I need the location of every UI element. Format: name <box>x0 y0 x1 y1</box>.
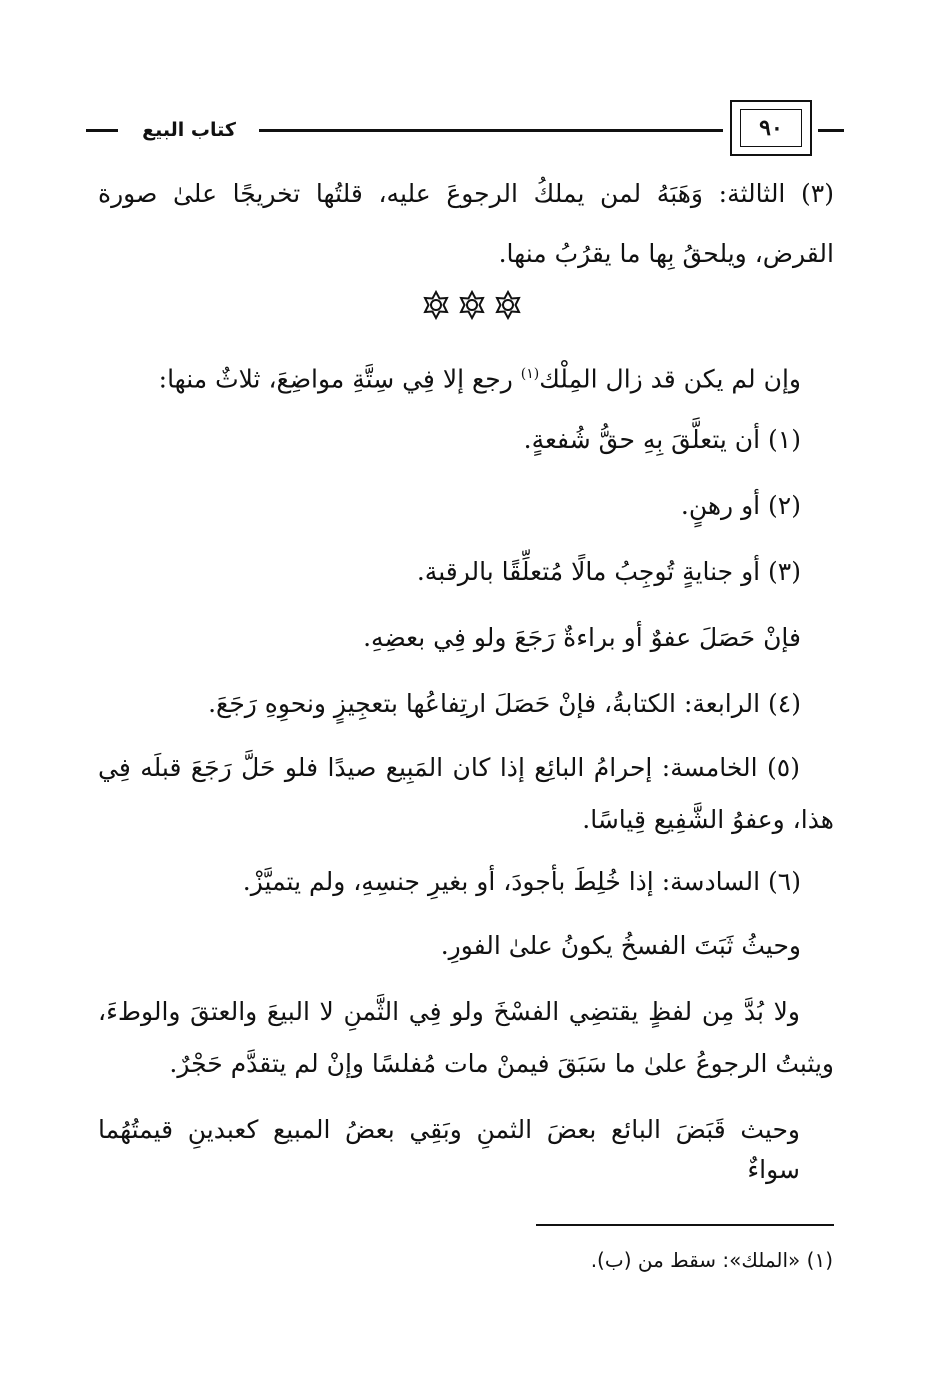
body-line-3-rest: رجع إلا فِي سِتَّةِ مواضِعَ، ثلاثٌ منها: <box>158 364 521 394</box>
body-line-15: وحيث قَبَضَ البائع بعضَ الثمنِ وبَقِي بعضُ المبيع كعبدينِ قيمتُهُما سواءٌ <box>98 1115 800 1184</box>
footnote-separator <box>536 1224 834 1226</box>
page-number: ٩٠ <box>740 109 802 147</box>
body-line-11: (٦) السادسة: إذا خُلِطَ بأجودَ، أو بغيرِ جنسِهِ، ولم يتميَّزْ. <box>242 867 801 896</box>
body-line-2: القرض، ويلحقُ بِها ما يقرُبُ منها. <box>498 239 834 268</box>
body-line-5: (٢) أو رهنٍ. <box>680 491 801 520</box>
running-title: كتاب البيع <box>142 119 236 141</box>
body-line-1: (٣) الثالثة: وَهَبَهُ لمن يملكُ الرجوعَ عليه، قلتُها تخريجًا علىٰ صورة <box>98 179 834 208</box>
header-rule-middle <box>259 129 723 132</box>
body-line-10: هذا، وعفوُ الشَّفِيع قِياسًا. <box>582 805 834 834</box>
body-line-13: ولا بُدَّ مِن لفظٍ يقتضِي الفسْخَ ولو فِي الثَّمنِ لا البيعَ والعتقَ والوطءَ، <box>98 997 800 1026</box>
star-flower-icon <box>457 290 487 320</box>
body-line-8: (٤) الرابعة: الكتابةُ، فإنْ حَصَلَ ارتِفاعُها بتعجِيزٍ ونحوِهِ رَجَعَ. <box>208 689 801 718</box>
body-line-3-start: وإن لم يكن قد زال المِلْك <box>539 364 801 394</box>
footnote-1: (١) «الملك»: سقط من (ب). <box>590 1248 833 1272</box>
footnote-ref-1: (١) <box>520 366 540 382</box>
body-line-6: (٣) أو جنايةٍ تُوجِبُ مالًا مُتعلِّقًا بالرقبة. <box>416 557 801 586</box>
star-flower-icon <box>421 290 451 320</box>
header-rule-right <box>818 129 844 132</box>
body-line-14: ويثبتُ الرجوعُ علىٰ ما سَبَقَ فيمنْ مات مُفلسًا وإنْ لم يتقدَّم حَجْرٌ. <box>169 1049 834 1078</box>
page-number-frame <box>730 100 812 156</box>
section-divider <box>416 288 528 322</box>
body-line-9: (٥) الخامسة: إحرامُ البائِع إذا كان المَبِيع صيدًا فلو حَلَّ رَجَعَ قبلَه فِي <box>98 753 800 782</box>
body-line-4: (١) أن يتعلَّقَ بِهِ حقُّ شُفعةٍ. <box>523 425 801 454</box>
star-flower-icon <box>493 290 523 320</box>
body-line-3 <box>159 354 801 394</box>
header-rule-left <box>86 129 118 132</box>
body-line-7: فإنْ حَصَلَ عفوٌ أو براءةٌ رَجَعَ ولو فِي بعضِهِ. <box>363 623 801 652</box>
body-line-12: وحيثُ ثَبَتَ الفسخُ يكونُ علىٰ الفورِ. <box>440 931 801 960</box>
